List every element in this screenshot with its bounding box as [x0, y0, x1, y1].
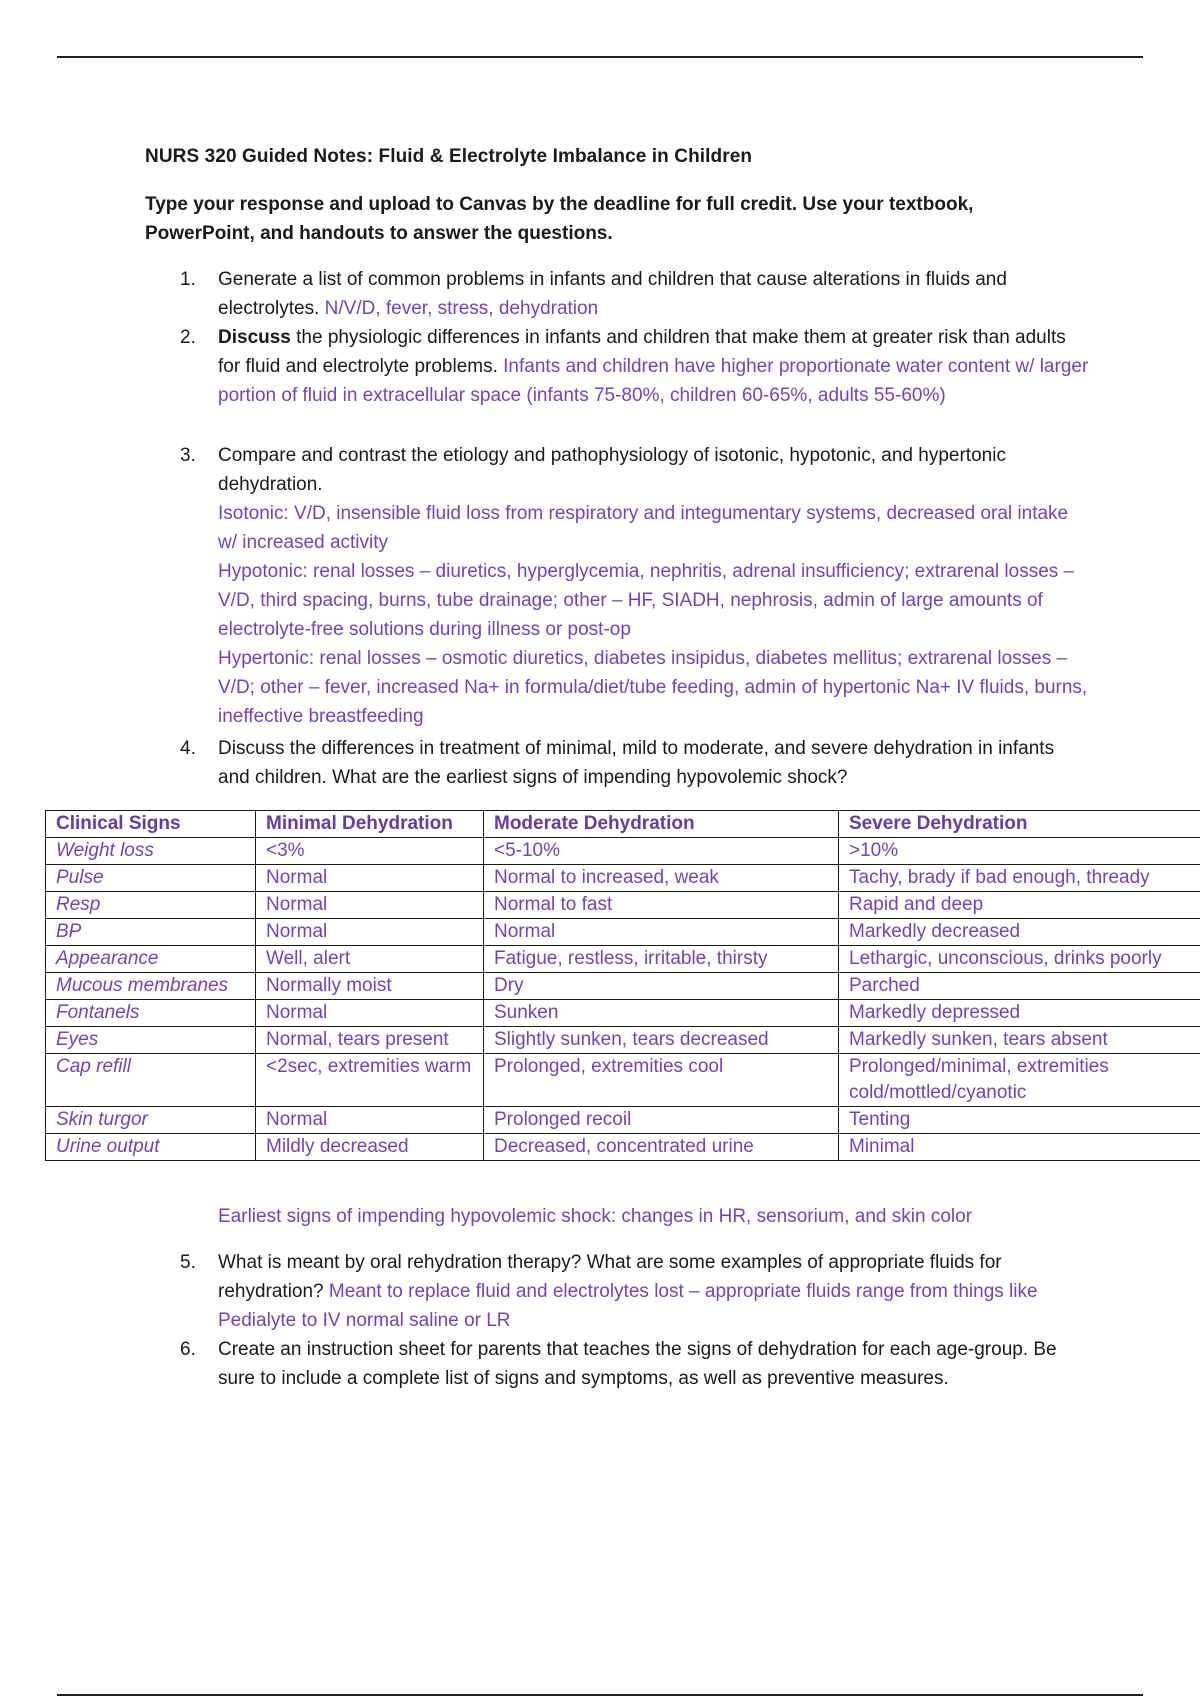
table-cell: Fatigue, restless, irritable, thirsty [484, 946, 839, 973]
table-row [46, 1134, 1200, 1161]
table-row [46, 1107, 1200, 1134]
column-header: Clinical Signs [46, 811, 256, 838]
question-emphasis: Discuss [218, 327, 291, 348]
table-cell: <5-10% [484, 838, 839, 865]
table-cell: Mildly decreased [256, 1134, 484, 1161]
table-cell-sign: Skin turgor [46, 1107, 256, 1134]
table-cell: Prolonged, extremities cool [484, 1054, 839, 1107]
table-cell-sign: Weight loss [46, 838, 256, 865]
table-cell: Rapid and deep [839, 892, 1200, 919]
table-cell: Tenting [839, 1107, 1200, 1134]
table-cell: Dry [484, 973, 839, 1000]
table-cell-sign: Urine output [46, 1134, 256, 1161]
table-cell: <2sec, extremities warm [256, 1054, 484, 1107]
table-row [46, 838, 1200, 865]
table-cell: Normal [256, 892, 484, 919]
table-row [46, 865, 1200, 892]
table-cell: Lethargic, unconscious, drinks poorly [839, 946, 1200, 973]
question-number: 2. [180, 327, 196, 348]
table-cell: Normal [256, 865, 484, 892]
table-row [46, 946, 1200, 973]
table-row [46, 1000, 1200, 1027]
table-cell-sign: Eyes [46, 1027, 256, 1054]
table-cell: Prolonged recoil [484, 1107, 839, 1134]
column-header: Minimal Dehydration [256, 811, 484, 838]
table-cell: Normal to fast [484, 892, 839, 919]
table-cell: Markedly sunken, tears absent [839, 1027, 1200, 1054]
table-cell: Decreased, concentrated urine [484, 1134, 839, 1161]
table-cell-sign: Resp [46, 892, 256, 919]
dehydration-table [45, 810, 1200, 1161]
answer-hypertonic: Hypertonic: renal losses – osmotic diuretics, diabetes insipidus, diabetes mellitus; extrarenal losses – V/D; other – fever, increased Na+ in formula/diet/tube feeding, admin of hypertonic Na+ IV fluids, burns, ineffective breastfeeding [218, 648, 1088, 727]
shock-signs-answer: Earliest signs of impending hypovolemic shock: changes in HR, sensorium, and skin color [218, 1206, 973, 1227]
table-cell-sign: Fontanels [46, 1000, 256, 1027]
table-row [46, 973, 1200, 1000]
question-4 [180, 734, 1090, 792]
table-cell: <3% [256, 838, 484, 865]
question-number: 5. [180, 1252, 196, 1273]
table-cell: Normally moist [256, 973, 484, 1000]
table-cell: Well, alert [256, 946, 484, 973]
question-number: 3. [180, 445, 196, 466]
answer-hypotonic: Hypotonic: renal losses – diuretics, hyperglycemia, nephritis, adrenal insufficiency; extrarenal losses – V/D, third spacing, burns, tube drainage; other – HF, SIADH, nephrosis, admin of large amounts of electrolyte-free solutions during illness or post-op [218, 561, 1075, 640]
table-header-row [46, 811, 1200, 838]
page-title: NURS 320 Guided Notes: Fluid & Electrolyte Imbalance in Children [145, 146, 753, 167]
question-text: the physiologic differences in infants and children that make them at greater risk than adults for fluid and electrolyte problems. [218, 327, 1066, 377]
column-header: Moderate Dehydration [484, 811, 839, 838]
table-cell: Normal [484, 919, 839, 946]
top-rule [57, 56, 1143, 58]
question-number: 6. [180, 1339, 196, 1360]
table-cell-sign: Appearance [46, 946, 256, 973]
table-cell: Sunken [484, 1000, 839, 1027]
table-cell: Normal, tears present [256, 1027, 484, 1054]
answer-text: Meant to replace fluid and electrolytes lost – appropriate fluids range from things like Pedialyte to IV normal saline or LR [218, 1281, 1038, 1331]
table-cell: Tachy, brady if bad enough, thready [839, 865, 1200, 892]
table-cell: Normal [256, 1107, 484, 1134]
question-5 [180, 1248, 1090, 1335]
table-cell-sign: Cap refill [46, 1054, 256, 1107]
table-cell: >10% [839, 838, 1200, 865]
question-3 [180, 441, 1090, 731]
table-cell: Minimal [839, 1134, 1200, 1161]
table-cell-sign: Pulse [46, 865, 256, 892]
answer-isotonic: Isotonic: V/D, insensible fluid loss from respiratory and integumentary systems, decreased oral intake w/ increased activity [218, 503, 1069, 553]
table-row [46, 1027, 1200, 1054]
answer-text: N/V/D, fever, stress, dehydration [324, 298, 599, 319]
question-text: Generate a list of common problems in infants and children that cause alterations in fluids and electrolytes. [218, 269, 1007, 319]
table-cell: Prolonged/minimal, extremities cold/mottled/cyanotic [839, 1054, 1200, 1107]
question-1 [180, 265, 1090, 323]
table-cell: Normal [256, 1000, 484, 1027]
question-number: 1. [180, 269, 196, 290]
table-cell: Normal [256, 919, 484, 946]
column-header: Severe Dehydration [839, 811, 1200, 838]
question-number: 4. [180, 738, 196, 759]
question-text: Compare and contrast the etiology and pathophysiology of isotonic, hypotonic, and hypertonic dehydration. [218, 445, 1006, 495]
table-cell-sign: Mucous membranes [46, 973, 256, 1000]
question-text: What is meant by oral rehydration therapy? What are some examples of appropriate fluids for rehydration? [218, 1252, 1002, 1302]
answer-text: Infants and children have higher proportionate water content w/ larger portion of fluid in extracellular space (infants 75-80%, children 60-65%, adults 55-60%) [218, 356, 1089, 406]
table-row [46, 1054, 1200, 1107]
question-text: Create an instruction sheet for parents that teaches the signs of dehydration for each age-group. Be sure to include a complete list of signs and symptoms, as well as preventive measures. [218, 1339, 1057, 1389]
question-2 [180, 323, 1090, 410]
instructions: Type your response and upload to Canvas by the deadline for full credit. Use your textbook, PowerPoint, and handouts to answer the questions. [145, 194, 974, 244]
table-cell: Markedly decreased [839, 919, 1200, 946]
bottom-rule [57, 1694, 1143, 1696]
table-cell: Markedly depressed [839, 1000, 1200, 1027]
table-row [46, 892, 1200, 919]
table-cell: Normal to increased, weak [484, 865, 839, 892]
question-6 [180, 1335, 1090, 1393]
table-cell: Slightly sunken, tears decreased [484, 1027, 839, 1054]
table-row [46, 919, 1200, 946]
table-cell: Parched [839, 973, 1200, 1000]
table-cell-sign: BP [46, 919, 256, 946]
question-text: Discuss the differences in treatment of minimal, mild to moderate, and severe dehydration in infants and children. What are the earliest signs of impending hypovolemic shock? [218, 738, 1055, 788]
